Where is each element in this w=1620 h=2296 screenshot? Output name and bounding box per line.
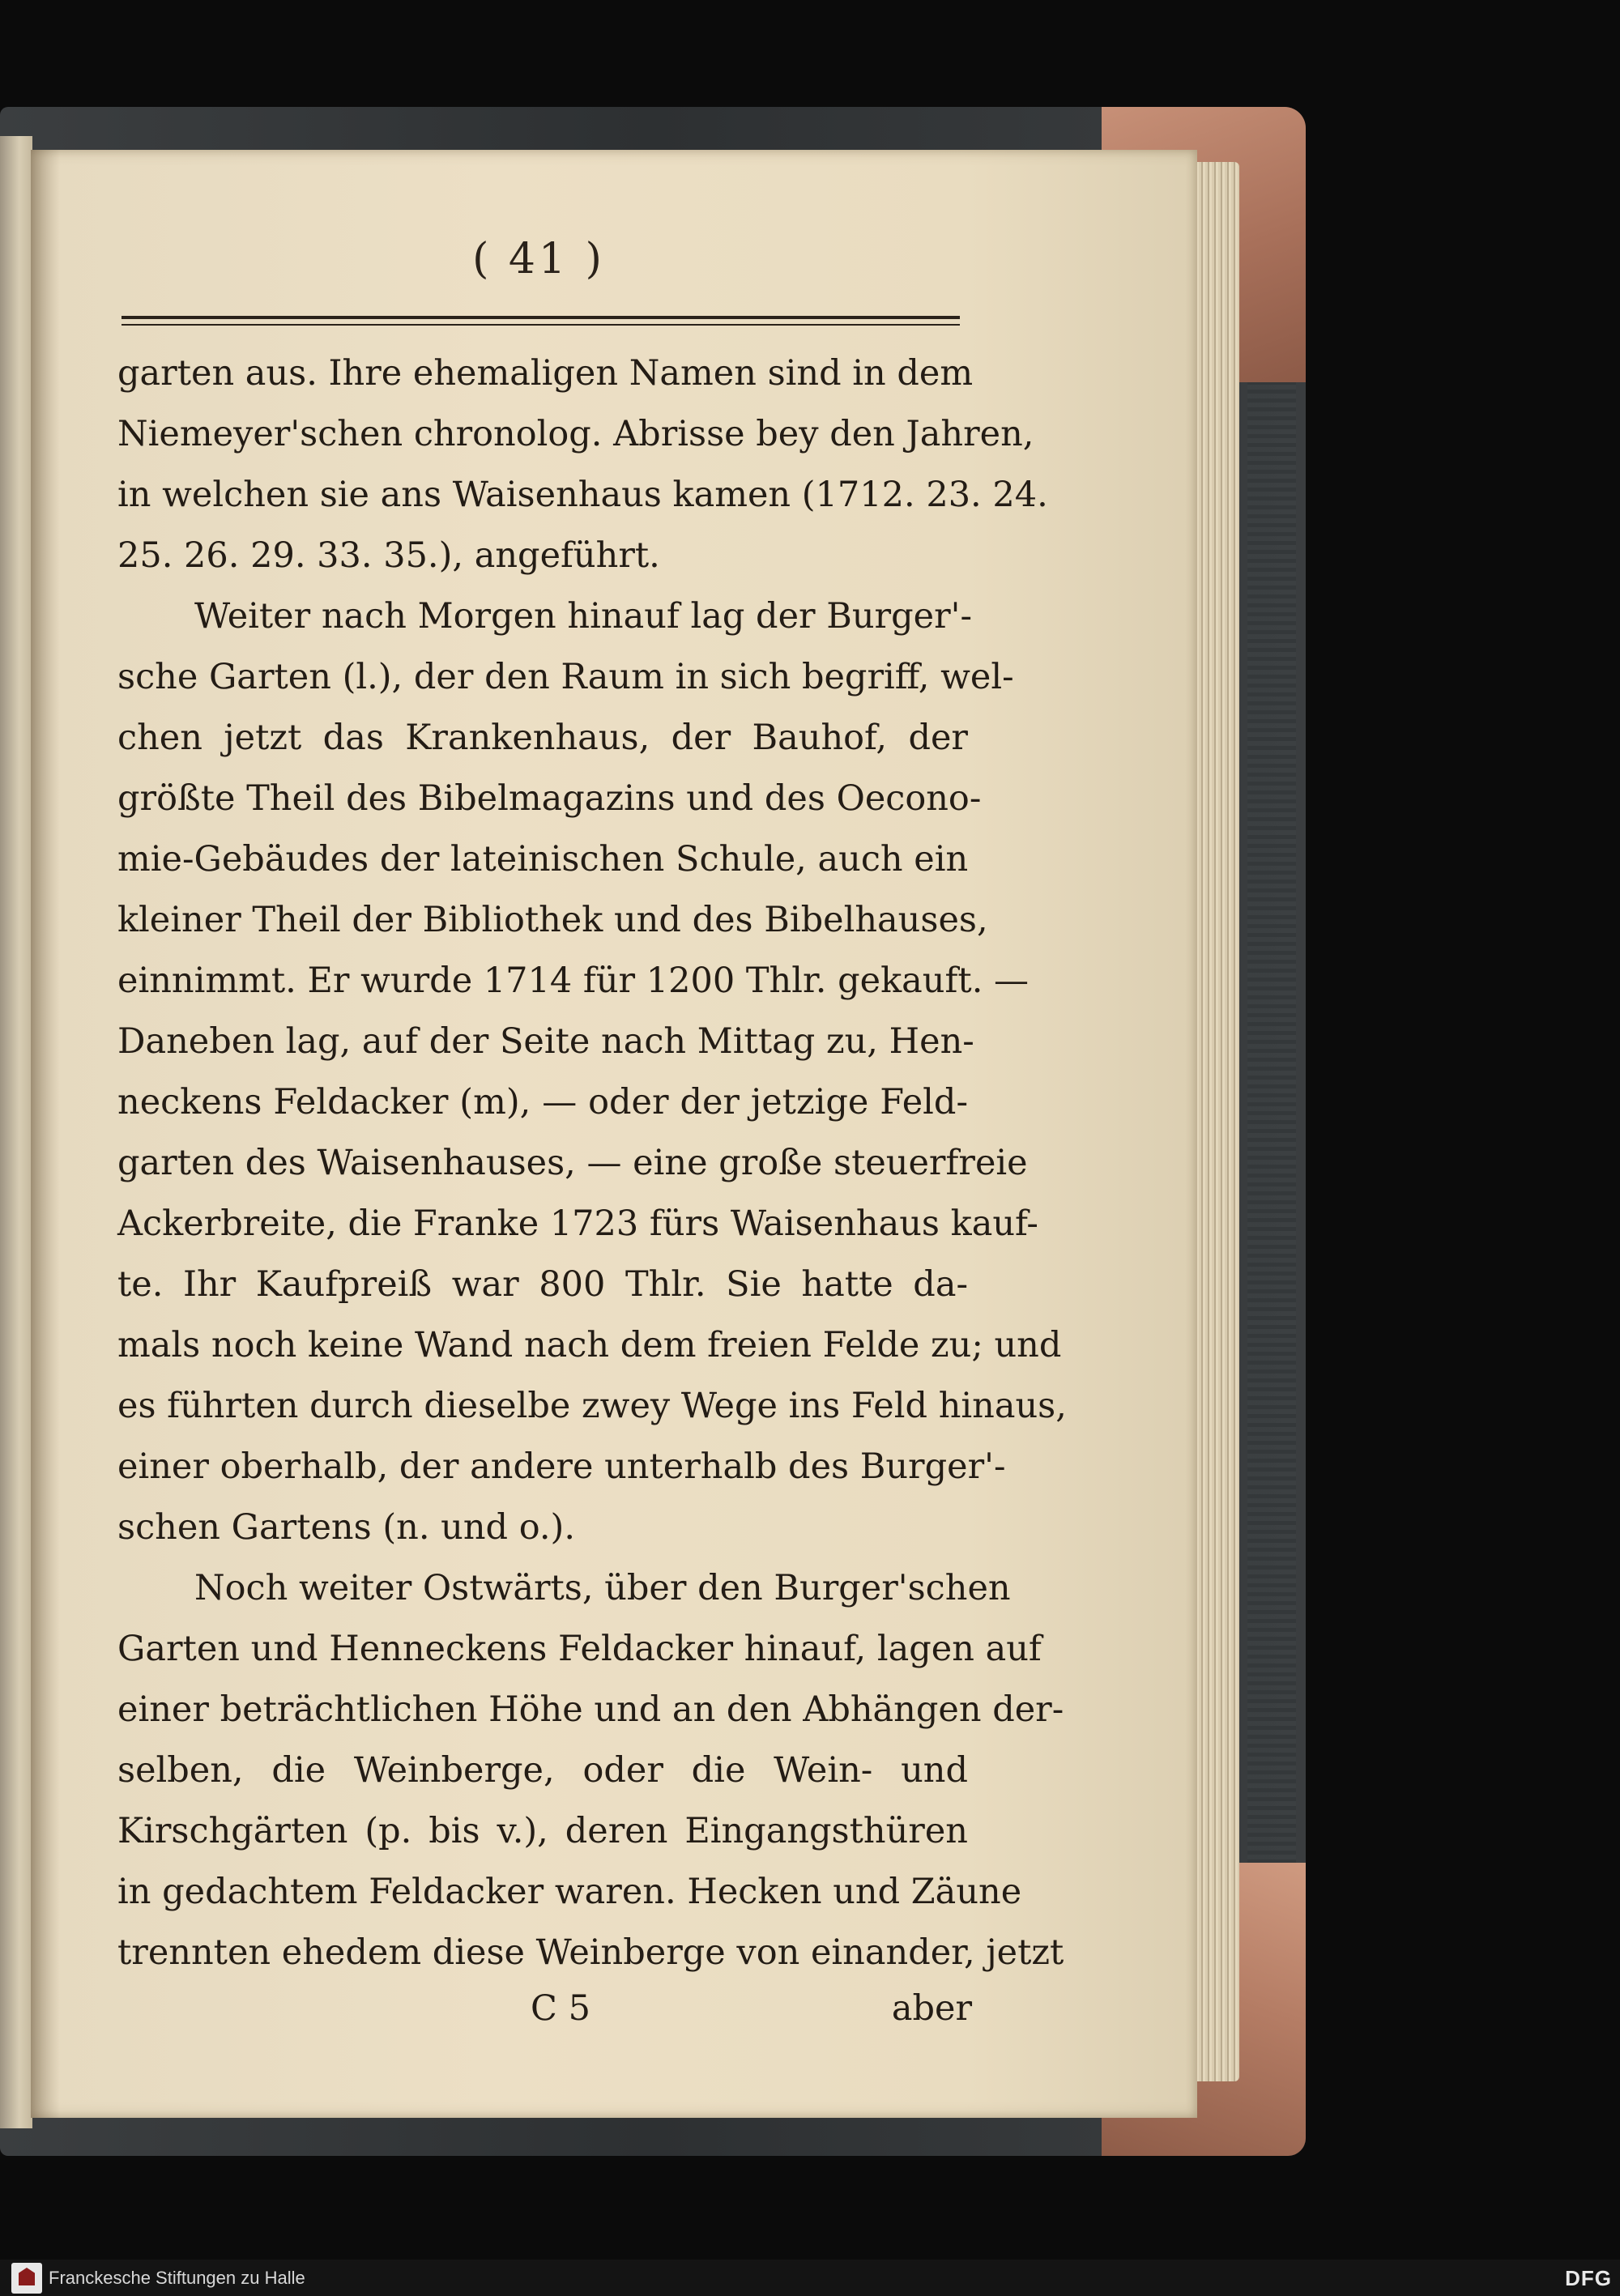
text-line: selben, die Weinberge, oder die Wein- und (117, 1750, 968, 1791)
text-line: in welchen sie ans Waisenhaus kamen (1712. 23. 24. (117, 475, 1048, 515)
text-line: schen Gartens (n. und o.). (117, 1507, 575, 1548)
text-line: te. Ihr Kaufpreiß war 800 Thlr. Sie hatte da- (117, 1264, 968, 1305)
text-line: kleiner Theil der Bibliothek und des Bibelhauses, (117, 900, 988, 940)
text-line: trennten ehedem diese Weinberge von einander, jetzt (117, 1932, 1064, 1973)
text-line: garten des Waisenhauses, — eine große steuerfreie (117, 1143, 1028, 1183)
text-line: Garten und Henneckens Feldacker hinauf, lagen auf (117, 1629, 1042, 1669)
institution-logo-icon (11, 2263, 42, 2294)
text-line: einer oberhalb, der andere unterhalb des Burger'- (117, 1446, 1006, 1487)
text-line: einer beträchtlichen Höhe und an den Abhängen der- (117, 1689, 1064, 1730)
page-number: ( 41 ) (472, 235, 605, 283)
text-line: Noch weiter Ostwärts, über den Burger'schen (194, 1568, 1011, 1608)
text-line: Daneben lag, auf der Seite nach Mittag zu, Hen- (117, 1021, 974, 1062)
text-line: chen jetzt das Krankenhaus, der Bauhof, der (117, 718, 968, 758)
cover-texture (1247, 340, 1296, 1879)
dfg-badge: DFG (1565, 2266, 1612, 2290)
header-rule-thin (122, 324, 960, 326)
text-line: neckens Feldacker (m), — oder der jetzige Feld- (117, 1082, 968, 1122)
text-line: größte Theil des Bibelmagazins und des Oecono- (117, 778, 982, 819)
gutter-shadow (31, 150, 60, 2118)
text-line: garten aus. Ihre ehemaligen Namen sind in dem (117, 353, 974, 394)
text-line: sche Garten (l.), der den Raum in sich begriff, wel- (117, 657, 1014, 697)
text-line: Niemeyer'schen chronolog. Abrisse bey den Jahren, (117, 414, 1034, 454)
text-line: Ackerbreite, die Franke 1723 fürs Waisenhaus kauf- (117, 1203, 1038, 1244)
text-line: Weiter nach Morgen hinauf lag der Burger'- (194, 596, 972, 637)
signature-mark: C 5 (531, 1988, 590, 2029)
text-line: Kirschgärten (p. bis v.), deren Eingangsthüren (117, 1811, 968, 1851)
text-line: einnimmt. Er wurde 1714 für 1200 Thlr. gekauft. — (117, 961, 1030, 1001)
text-line: mals noch keine Wand nach dem freien Felde zu; und (117, 1325, 1062, 1365)
institution-name: Franckesche Stiftungen zu Halle (49, 2268, 305, 2288)
text-line: in gedachtem Feldacker waren. Hecken und Zäune (117, 1872, 1022, 1912)
text-line: es führten durch dieselbe zwey Wege ins Feld hinaus, (117, 1386, 1067, 1426)
text-line: 25. 26. 29. 33. 35.), angeführt. (117, 535, 660, 576)
text-line: mie-Gebäudes der lateinischen Schule, auch ein (117, 839, 969, 880)
catchword: aber (891, 1988, 972, 2029)
left-leaf-edge (0, 136, 32, 2128)
header-rule (122, 316, 960, 319)
